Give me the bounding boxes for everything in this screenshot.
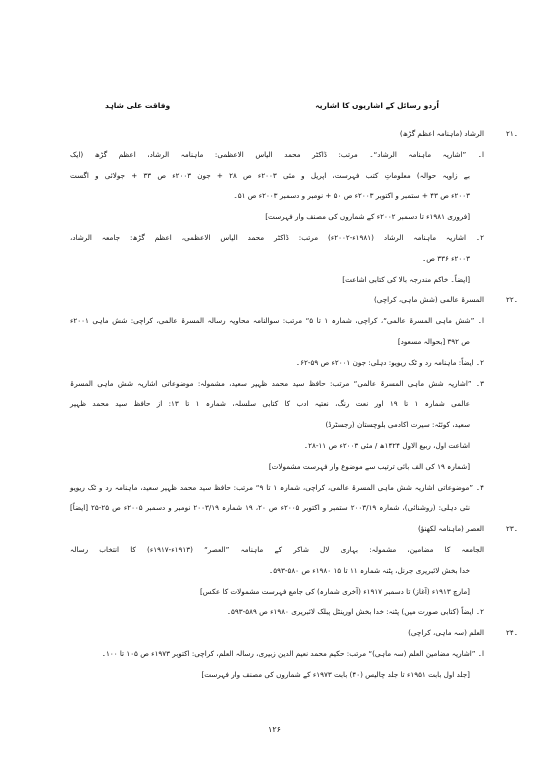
entry-line: نئی دہلی: (روشنائی)، شمارہ ۲۰۰۳/۱۹ ستمبر و اکتوبر ۲۰۰۵ء ص ۲۰، ۱۹ شمارہ ۲۰۰۳/۱۹ نومبر و دسمبر ۲۰۰۵ء ص ۲۵-۲۵ [ایضاً] [70,503,471,513]
entry-line: ا۔ ”اشاریہ مضامین العلم (سہ ماہی)“ مرتب: حکیم محمد نعیم الدین زبیری، رسالہ العلم، کراچی: اکتوبر ۱۹۷۳ء ص ۱۰۵ تا ۱۰۰۔ [101,648,484,658]
entry-line: ۲۔ ایضاً (کتابی صورت میں) پٹنہ: خدا بخش اورینٹل پبلک لائبریری ۱۹۸۰ء ص ۵۸۹-۵۹۳۔ [226,607,484,617]
entry-line: ۲۰۰۳ء ۳۳۶ ص۔ [422,253,470,263]
index-entries [70,124,518,686]
entry-line: ا۔ ”شش ماہی المسرۃ عالمی“، کراچی، شمارہ ۱ تا ۵“ مرتب: سوالنامہ محاویہ رسالہ المسرۃ عالمی، کراچی: شش ماہی ۲۰۰۱ء [70,316,484,326]
entry-note: [فروری ۱۹۸۱ء تا دسمبر ۲۰۰۲ء کے شماروں کی مصنف وار فہرست] [265,212,470,222]
entry-line: ۴۔ ”موضوعاتی اشاریہ شش ماہی المسرۃ عالمی، کراچی، شمارہ ۱ تا ۹“ مرتب: حافظ سید محمد ظہیر سعید، ماہنامہ رد و ٹک ریویو [70,482,485,492]
entry-line: ا۔ ”اشاریہ ماہنامہ الرشاد“۔ مرتب: ڈاکٹر محمد الیاس الاعظمی: ماہنامہ الرشاد، اعظم گڑھ (ایک [70,149,484,159]
entry-number: ۲۳۔ [506,524,518,534]
entry-heading: ۲۲۔ المسرۃ عالمی (شش ماہی، کراچی) [70,290,484,311]
index-entry [70,290,518,519]
entry-number: ۲۱۔ [506,129,518,138]
page-number: ۱۲۶ [268,725,281,734]
index-entry [70,519,518,623]
entry-line: اشاعت اول، ربیع الاول ۱۴۲۴ھ / مئی ۲۰۰۳ء ص ۱۱-۲۸۔ [303,440,470,450]
entry-line: ص ۳۹۲ [بحوالہ مسعود] [397,336,470,346]
entry-number: ۲۲۔ [506,295,518,305]
entry-line: الجامعہ کا مضامین، مشمولہ: بہاری لال شاکر کے ماہنامہ ”العصر“ (۱۹۱۳ء-۱۹۱۷ء) کا انتخاب رسالہ [70,544,485,554]
entry-line: ۲۔ ایضاً: ماہنامہ رد و ٹک ریویو: دہلی: جون ۲۰۰۱ء ص ۵۹-۶۲۔ [295,357,484,367]
entry-line: ۲۔ اشاریہ ماہنامہ الرشاد (۱۹۸۱ء-۲۰۰۲ء) مرتب: ڈاکٹر محمد الیاس الاعظمی، اعظم گڑھ: جامعہ الرشاد، [70,232,484,242]
index-entry [70,623,518,685]
entry-note: [شمارہ ۱۹ کی الف بائی ترتیب سے موضوع وار فہرست مشمولات] [268,461,470,471]
entry-note: [مارچ ۱۹۱۳ء (آغاز) تا دسمبر ۱۹۱۷ء (آخری شمارہ) کی جامع فہرست مشمولات کا عکس] [200,586,470,596]
entry-number: ۲۴۔ [506,628,518,638]
entry-heading: ۲۳۔ العصر (ماہنامہ لکھنؤ) [70,519,484,540]
entry-line: ۳۔ ”اشاریہ شش ماہی المسرۃ عالمی“ مرتب: حافظ سید محمد ظہیر سعید، مشمولہ: موضوعاتی اشاریہ شش ماہی المسرۃ [70,378,484,388]
entry-line: سعید، کوئٹہ: سیرت اکادمی بلوچستان (رجسٹرڈ) [325,420,470,430]
entry-line: بے زاویہ حوالہ) معلوماتِ کتب فہرست، اپریل و مئی ۲۰۰۳ء ص ۲۸ + جون ۲۰۰۳ء ص ۳۳ + جولائی و اگست [70,170,470,180]
entry-note: [جلد اول بابت ۱۹۵۱ء تا جلد چالیس (۴۰) بابت ۱۹۷۳ء کے شماروں کی مصنف وار فہرست] [201,669,470,679]
entry-line: عالمی شمارہ ۱ تا ۱۹ اور نعت رنگ، نعتیہ ادب کا کتابی سلسلہ، شمارہ ۱ تا ۱۳: از حافظ سید محمد ظہیر [70,399,470,409]
entry-line: ۲۰۰۳ء ص ۴۳ + ستمبر و اکتوبر ۲۰۰۳ء ص ۵۰ + نومبر و دسمبر ۲۰۰۳ء ص ۵۱۔ [233,191,470,201]
index-entry [70,124,518,290]
entry-line: خدا بخش لائبریری جرنل، پٹنہ شمارہ ۱۱ تا ۱۵ ۱۹۸۰ء ص ۵۸۰-۵۹۳۔ [269,565,470,575]
entry-heading: ۲۴۔ العلم (سہ ماہی، کراچی) [70,623,484,644]
entry-heading: ۲۱۔ الرشاد (ماہنامہ اعظم گڑھ) [70,124,484,145]
entry-note: [ایضاً۔ خاکم مندرجہ بالا کی کتابی اشاعت] [342,274,470,284]
running-header-author: وفاقت علی شاہد [105,101,171,110]
running-header-title: اُردو رسائل کے اشاریوں کا اشاریہ [315,101,439,110]
